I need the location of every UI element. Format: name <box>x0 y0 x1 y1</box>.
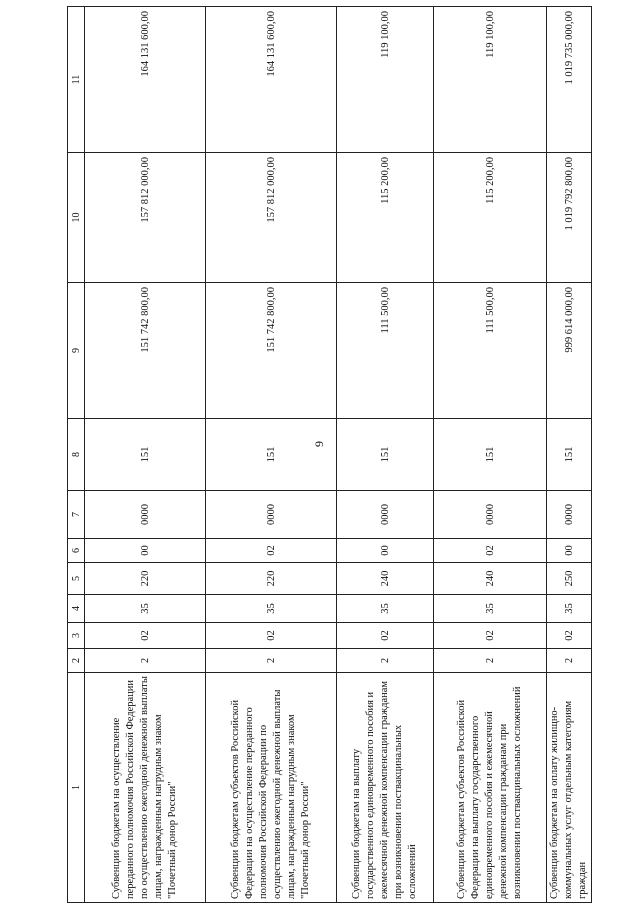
code-cell: 02 <box>206 539 337 563</box>
amount-cell: 164 131 600,00 <box>85 7 206 153</box>
header-cell: 11 <box>68 7 85 153</box>
code-cell: 02 <box>206 623 337 649</box>
code-cell: 35 <box>206 595 337 623</box>
page-number: 9 <box>312 441 326 447</box>
header-row <box>68 7 85 903</box>
table-row <box>85 7 206 903</box>
header-cell: 2 <box>68 649 85 673</box>
row-description: Субвенции бюджетам субъектов Российской Федерации на осуществление переданного полномочия Российской Федерации по осуществлению ежегодной денежной выплаты лицам, награжденным нагрудным знаком "Почетный донор России" <box>206 673 337 903</box>
code-cell: 02 <box>434 539 547 563</box>
code-cell: 240 <box>337 563 434 595</box>
amount-cell: 111 500,00 <box>337 283 434 419</box>
table-row <box>434 7 547 903</box>
code-cell: 0000 <box>337 491 434 539</box>
code-cell: 250 <box>547 563 592 595</box>
code-cell: 0000 <box>434 491 547 539</box>
amount-cell: 164 131 600,00 <box>206 7 337 153</box>
code-cell: 00 <box>85 539 206 563</box>
header-cell: 3 <box>68 623 85 649</box>
code-cell: 02 <box>337 623 434 649</box>
code-cell: 00 <box>337 539 434 563</box>
code-cell: 220 <box>206 563 337 595</box>
table-row <box>206 7 337 903</box>
code-cell: 35 <box>337 595 434 623</box>
amount-cell: 157 812 000,00 <box>206 153 337 283</box>
table-row <box>547 7 592 903</box>
row-description: Субвенции бюджетам на выплату государственного единовременного пособия и ежемесячной денежной компенсации гражданам при возникновении поствакцинальных осложнений <box>337 673 434 903</box>
amount-cell: 111 500,00 <box>434 283 547 419</box>
amount-cell: 1 019 735 000,00 <box>547 7 592 153</box>
header-cell: 1 <box>68 673 85 903</box>
budget-table <box>67 6 592 903</box>
header-cell: 7 <box>68 491 85 539</box>
code-cell: 2 <box>206 649 337 673</box>
code-cell: 2 <box>85 649 206 673</box>
code-cell: 0000 <box>206 491 337 539</box>
code-cell: 240 <box>434 563 547 595</box>
code-cell: 2 <box>547 649 592 673</box>
amount-cell: 119 100,00 <box>434 7 547 153</box>
code-cell: 151 <box>85 419 206 491</box>
amount-cell: 1 019 792 800,00 <box>547 153 592 283</box>
code-cell: 2 <box>434 649 547 673</box>
header-cell: 5 <box>68 563 85 595</box>
code-cell: 35 <box>434 595 547 623</box>
code-cell: 02 <box>434 623 547 649</box>
row-description: Субвенции бюджетам на оплату жилищно-коммунальных услуг отдельным категориям граждан <box>547 673 592 903</box>
code-cell: 151 <box>206 419 337 491</box>
code-cell: 151 <box>547 419 592 491</box>
amount-cell: 151 742 800,00 <box>85 283 206 419</box>
code-cell: 35 <box>547 595 592 623</box>
amount-cell: 115 200,00 <box>337 153 434 283</box>
code-cell: 151 <box>337 419 434 491</box>
header-cell: 9 <box>68 283 85 419</box>
code-cell: 151 <box>434 419 547 491</box>
amount-cell: 157 812 000,00 <box>85 153 206 283</box>
header-cell: 6 <box>68 539 85 563</box>
code-cell: 0000 <box>85 491 206 539</box>
amount-cell: 151 742 800,00 <box>206 283 337 419</box>
row-description: Субвенции бюджетам на осуществление переданного полномочия Российской Федерации по осуществлению ежегодной денежной выплаты лицам, награжденным нагрудным знаком "Почетный донор России" <box>85 673 206 903</box>
code-cell: 02 <box>547 623 592 649</box>
code-cell: 2 <box>337 649 434 673</box>
code-cell: 00 <box>547 539 592 563</box>
code-cell: 35 <box>85 595 206 623</box>
code-cell: 220 <box>85 563 206 595</box>
code-cell: 0000 <box>547 491 592 539</box>
header-cell: 4 <box>68 595 85 623</box>
table-row <box>337 7 434 903</box>
amount-cell: 119 100,00 <box>337 7 434 153</box>
header-cell: 8 <box>68 419 85 491</box>
amount-cell: 999 614 000,00 <box>547 283 592 419</box>
row-description: Субвенции бюджетам субъектов Российской Федерации на выплату государственного единовременного пособия и ежемесячной денежной компенсации гражданам при возникновении поствакцинальных осложнений <box>434 673 547 903</box>
header-cell: 10 <box>68 153 85 283</box>
amount-cell: 115 200,00 <box>434 153 547 283</box>
code-cell: 02 <box>85 623 206 649</box>
